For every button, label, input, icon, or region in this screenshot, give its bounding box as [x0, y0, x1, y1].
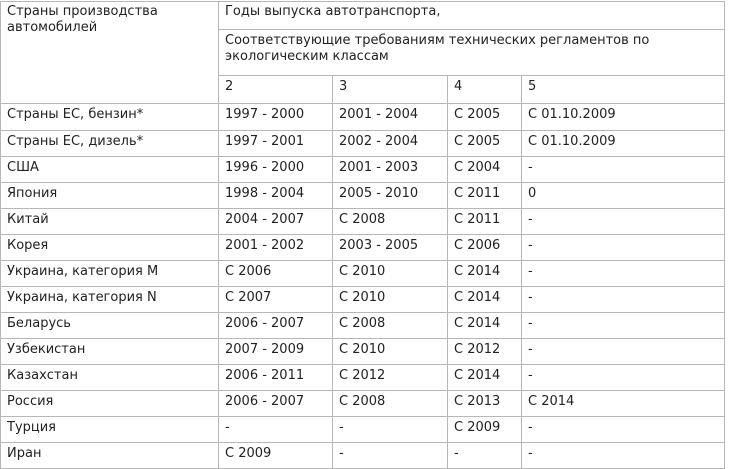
class-4-cell: С 2005: [448, 131, 522, 157]
country-cell: США: [1, 157, 219, 183]
table-row: [1, 209, 725, 235]
table-row: [1, 391, 725, 417]
country-cell: Страны ЕС, бензин*: [1, 104, 219, 131]
class-4-cell: С 2014: [448, 287, 522, 313]
class-4-cell: С 2005: [448, 104, 522, 131]
class-2-cell: С 2006: [219, 261, 333, 287]
class-3-cell: С 2008: [333, 313, 448, 339]
class-4-cell: С 2012: [448, 339, 522, 365]
class-2-cell: -: [219, 417, 333, 443]
class-3-cell: -: [333, 417, 448, 443]
class-header-3: 3: [333, 76, 448, 104]
class-4-cell: С 2014: [448, 313, 522, 339]
country-cell: Китай: [1, 209, 219, 235]
class-4-cell: С 2013: [448, 391, 522, 417]
country-cell: Россия: [1, 391, 219, 417]
class-5-cell: -: [522, 287, 725, 313]
country-cell: Турция: [1, 417, 219, 443]
header-row-title: [1, 2, 725, 30]
class-2-cell: С 2007: [219, 287, 333, 313]
country-column-header: Страны производства автомобилей: [1, 2, 219, 104]
country-cell: Япония: [1, 183, 219, 209]
class-2-cell: 2006 - 2007: [219, 391, 333, 417]
table-row: [1, 287, 725, 313]
class-3-cell: 2003 - 2005: [333, 235, 448, 261]
class-2-cell: 1997 - 2000: [219, 104, 333, 131]
class-header-5: 5: [522, 76, 725, 104]
class-3-cell: С 2008: [333, 209, 448, 235]
class-3-cell: С 2010: [333, 287, 448, 313]
class-5-cell: -: [522, 417, 725, 443]
class-3-cell: 2005 - 2010: [333, 183, 448, 209]
table-row: [1, 235, 725, 261]
class-2-cell: 1998 - 2004: [219, 183, 333, 209]
class-2-cell: 2001 - 2002: [219, 235, 333, 261]
class-5-cell: -: [522, 235, 725, 261]
table-row: [1, 313, 725, 339]
class-4-cell: С 2006: [448, 235, 522, 261]
class-4-cell: С 2009: [448, 417, 522, 443]
class-header-4: 4: [448, 76, 522, 104]
class-2-cell: 2006 - 2011: [219, 365, 333, 391]
table-row: [1, 365, 725, 391]
class-4-cell: С 2011: [448, 183, 522, 209]
country-cell: Казахстан: [1, 365, 219, 391]
class-4-cell: С 2011: [448, 209, 522, 235]
class-5-cell: С 2014: [522, 391, 725, 417]
class-4-cell: -: [448, 443, 522, 469]
class-5-cell: С 01.10.2009: [522, 131, 725, 157]
table-row: [1, 157, 725, 183]
class-5-cell: -: [522, 157, 725, 183]
class-5-cell: 0: [522, 183, 725, 209]
table-row: [1, 183, 725, 209]
table-row: [1, 339, 725, 365]
class-4-cell: С 2004: [448, 157, 522, 183]
class-2-cell: 1997 - 2001: [219, 131, 333, 157]
country-cell: Иран: [1, 443, 219, 469]
class-5-cell: -: [522, 365, 725, 391]
country-cell: Узбекистан: [1, 339, 219, 365]
class-2-cell: 2007 - 2009: [219, 339, 333, 365]
class-3-cell: 2001 - 2003: [333, 157, 448, 183]
years-header-title: Годы выпуска автотранспорта,: [219, 2, 725, 30]
class-3-cell: С 2010: [333, 339, 448, 365]
class-3-cell: 2001 - 2004: [333, 104, 448, 131]
class-3-cell: С 2008: [333, 391, 448, 417]
class-2-cell: 2006 - 2007: [219, 313, 333, 339]
class-header-2: 2: [219, 76, 333, 104]
class-5-cell: -: [522, 443, 725, 469]
class-3-cell: С 2010: [333, 261, 448, 287]
table-row: [1, 131, 725, 157]
country-cell: Беларусь: [1, 313, 219, 339]
class-5-cell: -: [522, 261, 725, 287]
class-2-cell: 2004 - 2007: [219, 209, 333, 235]
country-cell: Украина, категория М: [1, 261, 219, 287]
table-row: [1, 417, 725, 443]
table-row: [1, 261, 725, 287]
class-2-cell: 1996 - 2000: [219, 157, 333, 183]
class-3-cell: -: [333, 443, 448, 469]
class-5-cell: -: [522, 339, 725, 365]
class-4-cell: С 2014: [448, 365, 522, 391]
table-row: [1, 104, 725, 131]
class-3-cell: 2002 - 2004: [333, 131, 448, 157]
country-cell: Украина, категория N: [1, 287, 219, 313]
class-5-cell: С 01.10.2009: [522, 104, 725, 131]
class-4-cell: С 2014: [448, 261, 522, 287]
table-row: [1, 443, 725, 469]
country-cell: Страны ЕС, дизель*: [1, 131, 219, 157]
class-5-cell: -: [522, 209, 725, 235]
class-2-cell: С 2009: [219, 443, 333, 469]
emission-classes-table: [0, 1, 725, 469]
years-header-subtitle: Соответствующие требованиям технических регламентов по экологическим классам: [219, 30, 725, 76]
class-3-cell: С 2012: [333, 365, 448, 391]
country-cell: Корея: [1, 235, 219, 261]
class-5-cell: -: [522, 313, 725, 339]
